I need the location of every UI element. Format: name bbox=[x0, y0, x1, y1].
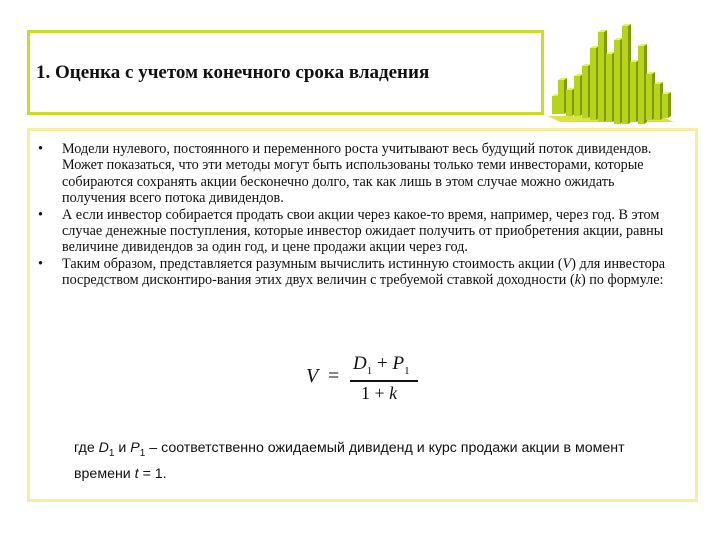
bullet-text-b: ) для инвестора посредством дисконтиро-вания этих двух величин с требуемой ставкой доходности ( bbox=[62, 255, 666, 289]
decoration-bar bbox=[622, 24, 631, 124]
note-d-sub: 1 bbox=[108, 447, 115, 459]
decoration-bar bbox=[606, 52, 615, 122]
note-prefix: где bbox=[74, 440, 99, 456]
bullet-marker: • bbox=[38, 141, 43, 157]
formula-den-k: k bbox=[389, 383, 398, 403]
decoration-bar bbox=[558, 78, 567, 114]
note-and: и bbox=[114, 440, 131, 456]
decoration-bar bbox=[582, 64, 591, 118]
decoration-bar bbox=[598, 30, 607, 122]
bullet-item-2 bbox=[30, 207, 695, 256]
decoration-bar bbox=[654, 82, 663, 120]
bullet-text: Модели нулевого, постоянного и переменного роста учитывают весь будущий поток дивидендов. Может показаться, что эти методы могут быть использованы только теми инвесторами, которые собираются сохранять акции бесконечно долго, так как лишь в этом случае можно ожидать получения всего потока дивидендов. bbox=[62, 141, 652, 207]
decoration-bar bbox=[566, 88, 575, 116]
decoration-bar bbox=[638, 44, 647, 124]
note-d: D bbox=[98, 440, 109, 456]
decoration-bar bbox=[574, 74, 583, 116]
title-box bbox=[27, 30, 544, 115]
note-suffix: = 1. bbox=[138, 465, 167, 482]
formula-den-one: 1 bbox=[361, 383, 370, 403]
decoration-bar bbox=[590, 46, 599, 120]
formula-denominator bbox=[361, 383, 397, 404]
slide-title: 1. Оценка с учетом конечного срока владения bbox=[36, 61, 430, 83]
bullet-text-a: Таким образом, представляется разумным вычислить истинную стоимость акции ( bbox=[62, 255, 563, 272]
var-v: V bbox=[562, 255, 572, 272]
var-k: k bbox=[574, 272, 581, 289]
formula-plus: + bbox=[376, 353, 388, 374]
bullet-item-1 bbox=[30, 141, 695, 207]
formula-equals: = bbox=[328, 365, 340, 387]
formula-den-plus: + bbox=[374, 383, 385, 403]
bar-chart-decoration-icon bbox=[548, 18, 676, 128]
decoration-bar bbox=[614, 38, 623, 124]
bullet-list bbox=[30, 141, 695, 289]
formula-d-sub: 1 bbox=[366, 364, 373, 377]
formula-p: P bbox=[392, 353, 405, 374]
decoration-bar bbox=[630, 60, 639, 122]
note-p-sub: 1 bbox=[139, 447, 146, 459]
bullet-marker: • bbox=[38, 206, 43, 223]
formula-p-sub: 1 bbox=[404, 364, 410, 377]
note-t: t bbox=[134, 465, 139, 482]
formula-lhs: V bbox=[306, 365, 319, 387]
bullet-marker: • bbox=[38, 255, 43, 272]
formula-note bbox=[74, 438, 674, 484]
formula-d: D bbox=[353, 353, 367, 374]
bullet-text-c: ) по формуле: bbox=[581, 272, 664, 289]
decoration-bar bbox=[646, 72, 655, 120]
formula-numerator bbox=[353, 353, 410, 377]
fraction-bar bbox=[350, 380, 418, 382]
note-middle: – соответственно ожидаемый дивиденд и курс продажи акции в момент времени bbox=[74, 440, 625, 482]
decoration-bar bbox=[662, 92, 671, 118]
note-p: P bbox=[130, 440, 140, 456]
bullet-item-3 bbox=[30, 256, 695, 289]
bullet-text: А если инвестор собирается продать свои акции через какое-то время, например, через год. В этом случае денежные поступления, которые инвестор ожидает получить от приобретения акции, равны величине дивидендов за один год, и цене продажи акции через год. bbox=[62, 206, 664, 256]
formula bbox=[306, 353, 426, 409]
